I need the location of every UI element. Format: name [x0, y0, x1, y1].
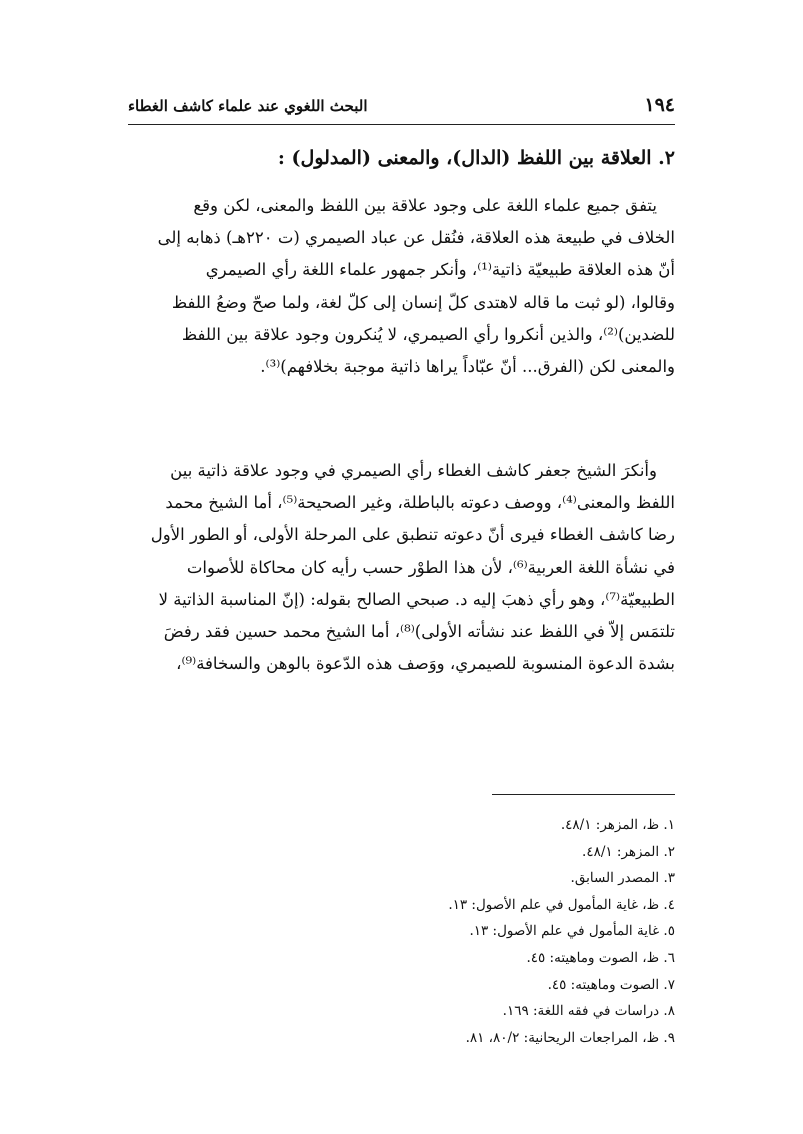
paragraph-line: اللفظ والمعنى⁽⁴⁾، ووصف دعوته بالباطلة، وغير الصحيحة⁽⁵⁾، أما الشيخ محمد	[165, 493, 675, 513]
footnotes-list	[128, 812, 675, 1051]
footnote-item: ١. ظ، المزهر: ٤٨/١.	[560, 817, 675, 833]
footnote-item: ٣. المصدر السابق.	[570, 870, 675, 887]
paragraph-2	[128, 455, 675, 680]
running-header	[128, 92, 675, 125]
paragraph-line: الخلاف في طبيعة هذه العلاقة، فنُقل عن عباد الصيمري (ت ٢٢٠هـ) ذهابه إلى	[157, 228, 675, 248]
footnote-divider	[492, 794, 675, 795]
paragraph-line: في نشأة اللغة العربية⁽⁶⁾، لأن هذا الطوْر حسب رأيه كان محاكاة للأصوات	[186, 557, 675, 577]
paragraph-line: تلتمَس إلاّ في اللفظ عند نشأته الأولى)⁽⁸⁾، أما الشيخ محمد حسين فقد رفضَ	[163, 621, 675, 641]
paragraph-line: رضا كاشف الغطاء فيرى أنّ دعوته تنطبق على المرحلة الأولى، أو الطور الأول	[150, 525, 675, 545]
footnote-item: ٦. ظ، الصوت وماهيته: ٤٥.	[526, 949, 675, 966]
footnote-item: ٧. الصوت وماهيته: ٤٥.	[547, 976, 675, 993]
paragraph-line: أنّ هذه العلاقة طبيعيّة ذاتية⁽¹⁾، وأنكر جمهور علماء اللغة رأي الصيمري	[205, 260, 675, 280]
paragraph-line: الطبيعيّة⁽⁷⁾، وهو رأي ذهبَ إليه د. صبحي الصالح بقوله: (إنّ المناسبة الذاتية لا	[158, 589, 675, 609]
footnote-item: ٢. المزهر: ٤٨/١.	[582, 843, 675, 860]
paragraph-1	[128, 190, 675, 383]
running-header-title: البحث اللغوي عند علماء كاشف الغطاء	[128, 97, 368, 115]
paragraph-line: وأنكرَ الشيخ جعفر كاشف الغطاء رأي الصيمري في وجود علاقة ذاتية بين	[170, 461, 657, 480]
footnote-item: ٥. غاية المأمول في علم الأصول: ١٣.	[469, 923, 675, 940]
page-number: ١٩٤	[644, 94, 675, 116]
paragraph-line: والمعنى لكن (الفرق... أنّ عبّاداً يراها ذاتية موجبة بخلافهم)⁽³⁾.	[260, 356, 675, 376]
paragraph-line: للضدين)⁽²⁾، والذين أنكروا رأي الصيمري، لا يُنكرون وجود علاقة بين اللفظ	[181, 324, 675, 344]
paragraph-line: يتفق جميع علماء اللغة على وجود علاقة بين اللفظ والمعنى، لكن وقع	[193, 196, 657, 215]
footnote-item: ٨. دراسات في فقه اللغة: ١٦٩.	[502, 1003, 675, 1020]
section-heading: ٢. العلاقة بين اللفظ (الدال)، والمعنى (المدلول) :	[277, 147, 675, 169]
paragraph-line: وقالوا، (لو ثبت ما قاله لاهتدى كلّ إنسان إلى كلّ لغة، ولما صحّ وضعُ اللفظ	[171, 292, 675, 312]
footnote-item: ٩. ظ، المراجعات الريحانية: ٨٠/٢، ٨١.	[465, 1029, 675, 1046]
paragraph-line: بشدة الدعوة المنسوبة للصيمري، ووَصف هذه الدّعوة بالوهن والسخافة⁽⁹⁾،	[176, 654, 675, 674]
footnote-item: ٤. ظ، غاية المأمول في علم الأصول: ١٣.	[448, 896, 675, 913]
